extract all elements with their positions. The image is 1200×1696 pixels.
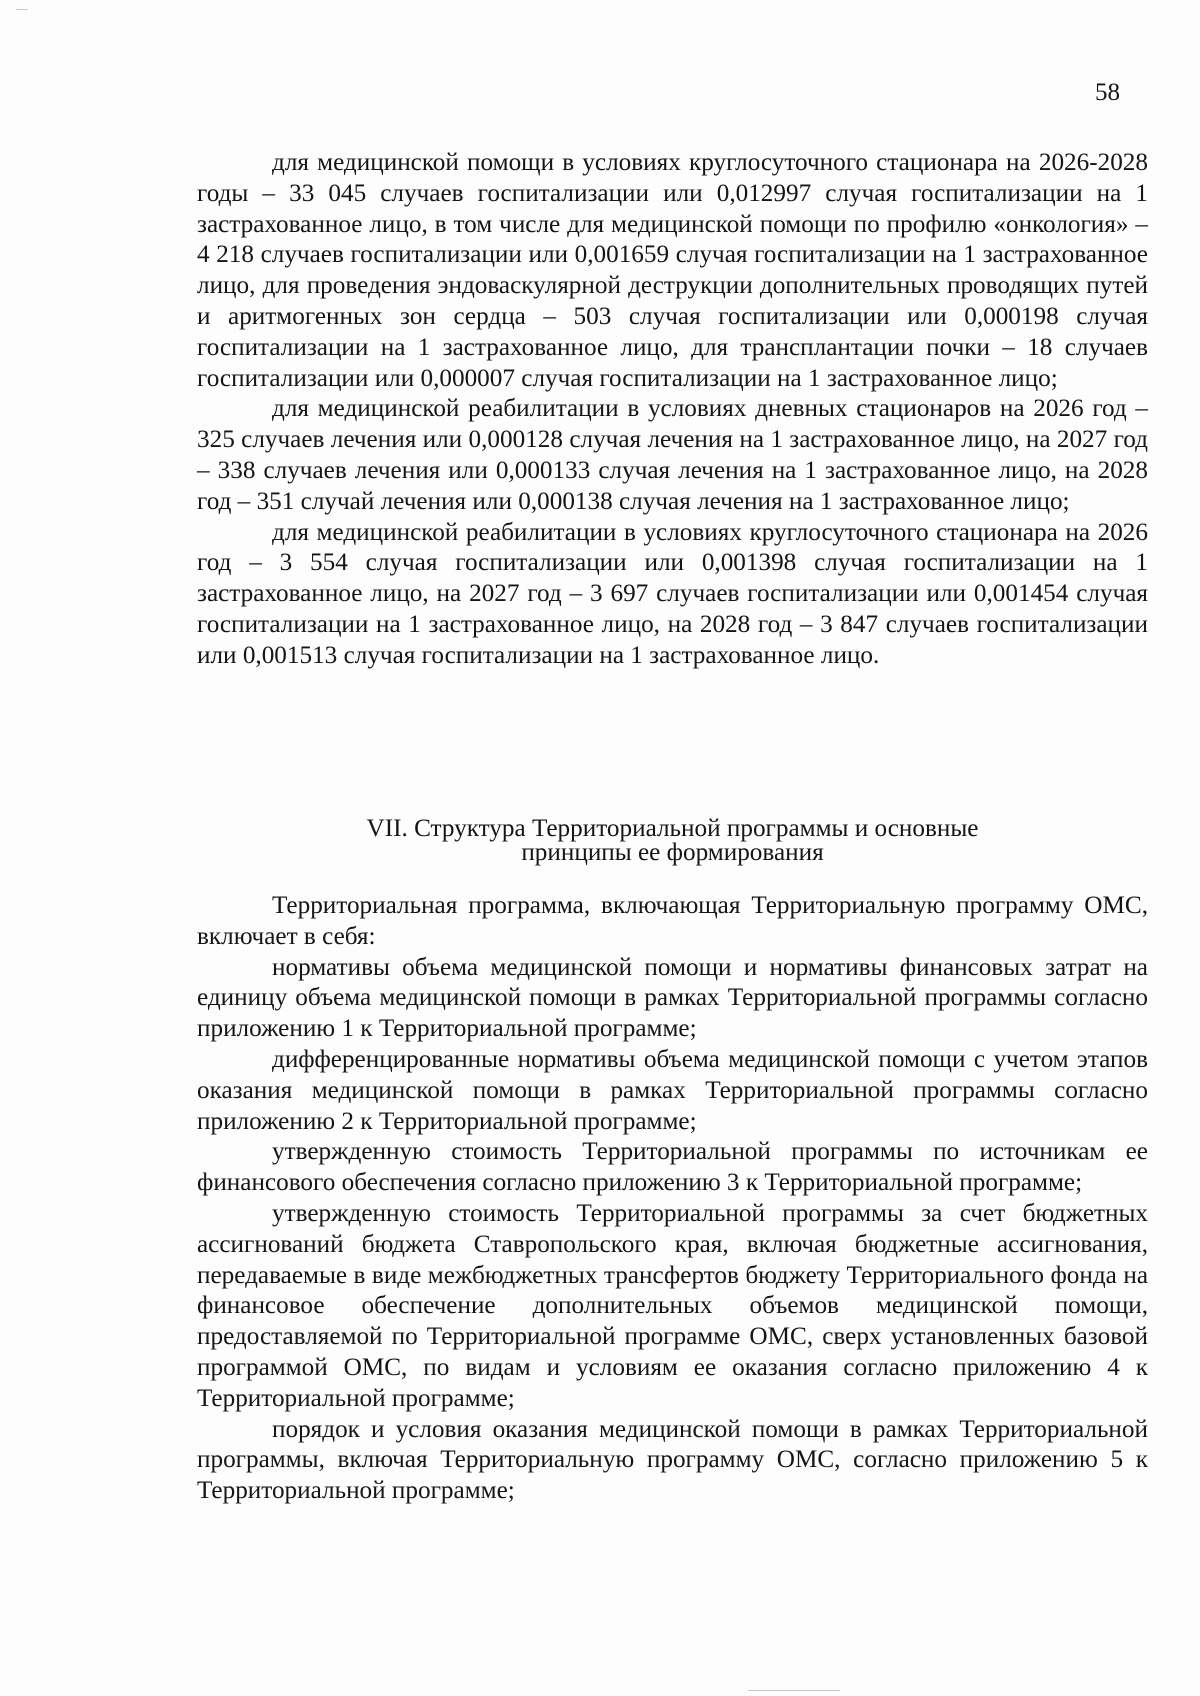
paragraph: утвержденную стоимость Территориальной программы по источникам ее финансового обеспечения согласно приложению 3 к Территориальной программе; [197, 1138, 1148, 1197]
paragraph: для медицинской помощи в условиях круглосуточного стационара на 2026-2028 годы – 33 045 случаев госпитализации или 0,012997 случая госпитализации на 1 застрахованное лицо, в том числе для медицинской помощи по профилю «онкология» – 4 218 случаев госпитализации или 0,001659 случая госпитализации на 1 застрахованное лицо, для проведения эндоваскулярной деструкции дополнительных проводящих путей и аритмогенных зон сердца – 503 случая госпитализации или 0,000198 случая госпитализации на 1 застрахованное лицо, для трансплантации почки – 18 случаев госпитализации или 0,000007 случая госпитализации на 1 застрахованное лицо; [197, 149, 1148, 392]
paragraph: дифференцированные нормативы объема медицинской помощи с учетом этапов оказания медицинской помощи в рамках Территориальной программы согласно приложению 2 к Территориальной программе; [197, 1045, 1148, 1135]
paragraph: Территориальная программа, включающая Территориальную программу ОМС, включает в себя: [197, 892, 1148, 950]
section-heading [197, 817, 1148, 865]
page-number: 58 [1095, 79, 1120, 106]
scan-artifact-top [16, 9, 28, 10]
paragraph: нормативы объема медицинской помощи и нормативы финансовых затрат на единицу объема медицинской помощи в рамках Территориальной программы согласно приложению 1 к Территориальной программе; [197, 953, 1148, 1043]
section-heading-line: VII. Структура Территориальной программы и основные [366, 815, 979, 842]
section-heading-line: принципы ее формирования [521, 839, 824, 866]
body-text-top [197, 148, 1148, 672]
body-text-bottom [197, 891, 1148, 1507]
paragraph: для медицинской реабилитации в условиях круглосуточного стационара на 2026 год – 3 554 случая госпитализации или 0,001398 случая госпитализации на 1 застрахованное лицо, на 2027 год – 3 697 случаев госпитализации или 0,001454 случая госпитализации на 1 застрахованное лицо, на 2028 год – 3 847 случаев госпитализации или 0,001513 случая госпитализации на 1 застрахованное лицо. [197, 518, 1148, 669]
paragraph: для медицинской реабилитации в условиях дневных стационаров на 2026 год – 325 случаев лечения или 0,000128 случая лечения на 1 застрахованное лицо, на 2027 год – 338 случаев лечения или 0,000133 случая лечения на 1 застрахованное лицо, на 2028 год – 351 случай лечения или 0,000138 случая лечения на 1 застрахованное лицо; [197, 395, 1148, 515]
scan-artifact-bottom [748, 1690, 840, 1691]
paragraph: утвержденную стоимость Территориальной программы за счет бюджетных ассигнований бюджета Ставропольского края, включая бюджетные ассигнования, передаваемые в виде межбюджетных трансфертов бюджету Территориального фонда на финансовое обеспечение дополнительных объемов медицинской помощи, предоставляемой по Территориальной программе ОМС, сверх установленных базовой программой ОМС, по видам и условиям ее оказания согласно приложению 4 к Территориальной программе; [197, 1199, 1148, 1412]
paragraph: порядок и условия оказания медицинской помощи в рамках Территориальной программы, включая Территориальную программу ОМС, согласно приложению 5 к Территориальной программе; [197, 1415, 1148, 1505]
